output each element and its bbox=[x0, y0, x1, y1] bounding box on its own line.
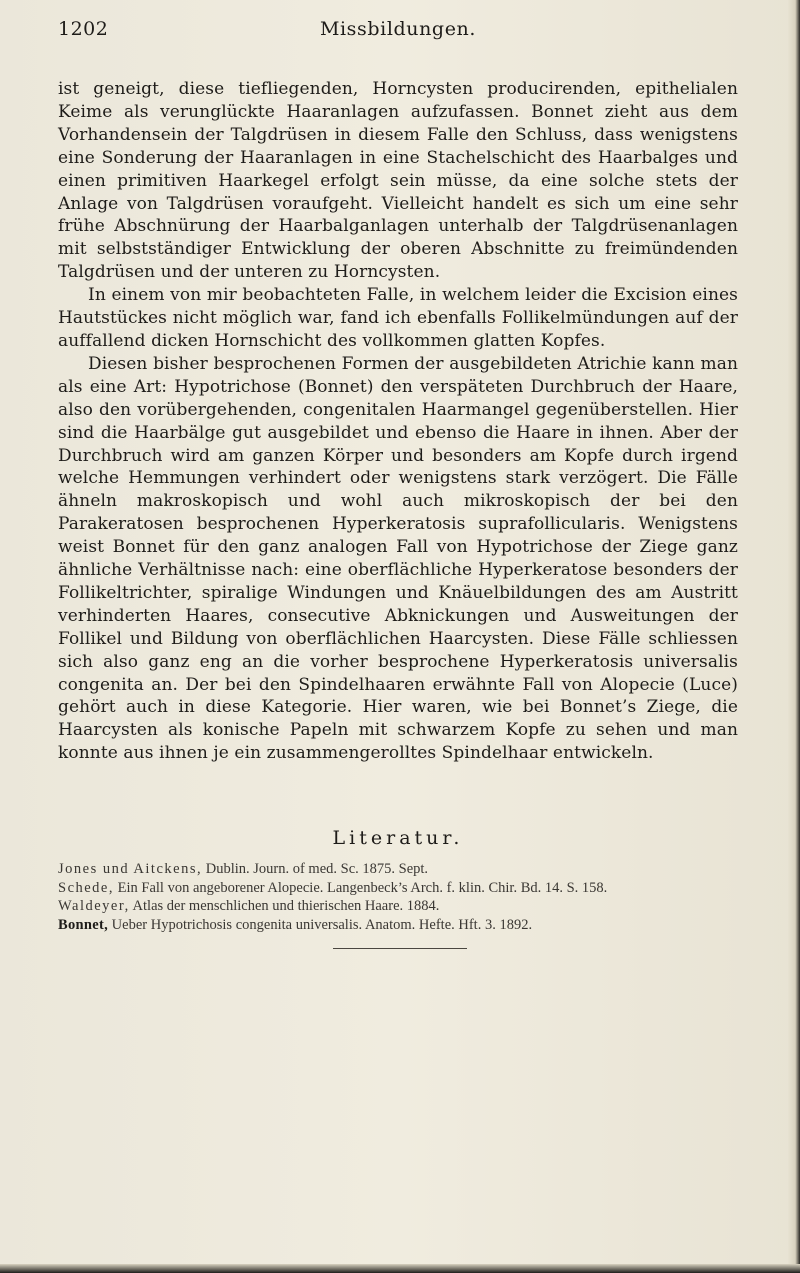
reference-list bbox=[58, 860, 738, 934]
body-text bbox=[58, 78, 738, 765]
reference-item bbox=[58, 916, 738, 935]
literature-heading: Literatur. bbox=[332, 827, 464, 849]
reference-author: Schede, bbox=[58, 879, 114, 896]
reference-details: Atlas der menschlichen und thierischen Haare. 1884. bbox=[129, 898, 440, 914]
paragraph-2: In einem von mir beobachteten Falle, in welchem leider die Excision eines Hautstückes nicht möglich war, fand ich ebenfalls Follikelmündungen auf der auffallend dicken Hornschicht des vollkommen glatten Kopfes. bbox=[58, 285, 738, 351]
reference-details: Ueber Hypotrichosis congenita universalis. Anatom. Hefte. Hft. 3. 1892. bbox=[108, 916, 533, 933]
paragraph-1: ist geneigt, diese tiefliegenden, Horncysten producirenden, epithelialen Keime als verunglückte Haaranlagen aufzufassen. Bonnet zieht aus dem Vorhandensein der Talgdrüsen in diesem Falle den Schluss, dass wenigstens eine Sonderung der Haaranlagen in eine Stachelschicht des Haarbalges und einen primitiven Haarkegel erfolgt sein müsse, da eine solche stets der Anlage von Talgdrüsen voraufgeht. Vielleicht handelt es sich um eine sehr frühe Abschnürung der Haarbalganlagen unterhalb der Talgdrüsenanlagen mit selbstständiger Entwicklung der oberen Abschnitte zu freimündenden Talgdrüsen und der unteren zu Horncysten. bbox=[58, 79, 738, 283]
reference-author: Bonnet, bbox=[58, 916, 109, 933]
running-title: Missbildungen. bbox=[319, 18, 477, 40]
page-bottom-edge bbox=[0, 1264, 800, 1273]
reference-author: Waldeyer, bbox=[58, 898, 130, 914]
reference-details: Dublin. Journ. of med. Sc. 1875. Sept. bbox=[202, 861, 429, 877]
reference-details: Ein Fall von angeborener Alopecie. Langenbeck’s Arch. f. klin. Chir. Bd. 14. S. 158. bbox=[114, 879, 608, 896]
end-rule bbox=[333, 948, 467, 949]
reference-item bbox=[58, 897, 738, 916]
reference-item bbox=[58, 879, 738, 898]
reference-author: Jones und Aitckens, bbox=[58, 861, 203, 877]
page-header bbox=[58, 14, 738, 44]
page-number: 1202 bbox=[58, 18, 109, 40]
paragraph-3: Diesen bisher besprochenen Formen der ausgebildeten Atrichie kann man als eine Art: Hypotrichose (Bonnet) den verspäteten Durchbruch der Haare, also den vorübergehenden, congenitalen Haarmangel gegenüberstellen. Hier sind die Haarbälge gut ausgebildet und ebenso die Haare in ihnen. Aber der Durchbruch wird am ganzen Körper und besonders am Kopfe durch irgend welche Hemmungen verhindert oder wenigstens stark verzögert. Die Fälle ähneln makroskopisch und wohl auch mikroskopisch der bei den Parakeratosen besprochenen Hyperkeratosis suprafollicularis. Wenigstens weist Bonnet für den ganz analogen Fall von Hypotrichose der Ziege ganz ähnliche Verhältnisse nach: eine oberflächliche Hyperkeratose besonders der Follikeltrichter, spiralige Windungen und Knäuelbildungen des am Austritt verhinderten Haares, consecutive Abknickungen und Ausweitungen der Follikel und Bildung von oberflächlichen Haarcysten. Diese Fälle schliessen sich also ganz eng an die vorher besprochene Hyperkeratosis universalis congenita an. Der bei den Spindelhaaren erwähnte Fall von Alopecie (Luce) gehört auch in diese Kategorie. Hier waren, wie bei Bonnet’s Ziege, die Haarcysten als konische Papeln mit schwarzem Kopfe zu sehen und man konnte aus ihnen je ein zusammengerolltes Spindelhaar entwickeln. bbox=[58, 353, 738, 764]
reference-item bbox=[58, 860, 738, 879]
page-edge-shadow bbox=[788, 0, 800, 1273]
